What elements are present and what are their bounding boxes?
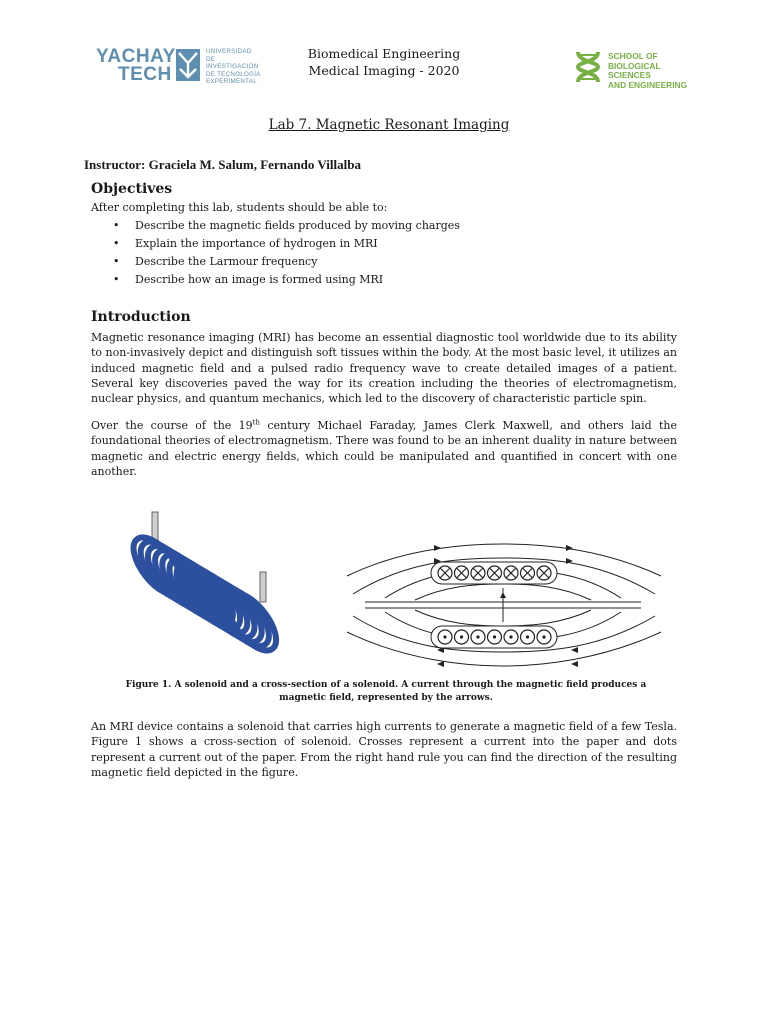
list-item: • Explain the importance of hydrogen in MRI [113,237,378,250]
paragraph-3: An MRI device contains a solenoid that carries high currents to generate a magnetic field of a few Tesla. Figure 1 shows a cross-section of solenoid. Crosses represent a current into the paper and dots represent a current out of the paper. From the right hand rule you can find the direction of the resulting magnetic field depicted in the figure. [91,720,677,779]
dot-mark-center [443,635,446,638]
university-subtitle: UNIVERSIDAD DE INVESTIGACIÓN DE TECNOLOGÍA EXPERIMENTAL [206,48,261,85]
course-name: Biomedical Engineering [307,46,461,61]
dot-mark-center [526,635,529,638]
list-item: • Describe how an image is formed using MRI [113,273,384,286]
dot-mark-center [476,635,479,638]
introduction-heading: Introduction [91,309,191,325]
school-line2: BIOLOGICAL SCIENCES [608,60,661,80]
dot-mark-center [493,635,496,638]
objectives-intro: After completing this lab, students should be able to: [91,201,388,214]
objectives-list [91,217,460,289]
field-lines-diagram [345,540,663,670]
school-logo [574,48,704,90]
figure-caption: Figure 1. A solenoid and a cross-section of a solenoid. A current through the magnetic field produces a magnetic field, represented by the arrows. [125,680,647,703]
intro-paragraph-1: Magnetic resonance imaging (MRI) has become an essential diagnostic tool worldwide due to its ability to non-invasively depict and distinguish soft tissues within the body. At the most basic level, it utilizes an induced magnetic field and a pulsed radio frequency wave to create detailed images of a patient. Several key discoveries paved the way for its creation including the theories of electromagnetism, nuclear physics, and quantum mechanics, which led to the discovery of characteristic particle spin. [91,331,677,406]
logo-line2: TECH [118,64,172,85]
intro-paragraph-2: Over the course of the 19th century Michael Faraday, James Clerk Maxwell, and others laid the foundational theories of electromagnetism. There was found to be an inherent duality in nature between magnetic and electric energy fields, which could be manipulated and quantified in concert with one another. [91,418,678,478]
school-line1: SCHOOL OF [608,51,658,61]
dot-mark-center [542,635,545,638]
list-item: • Describe the Larmour frequency [113,255,318,268]
solenoid-illustration [128,508,288,670]
dot-mark-center [460,635,463,638]
school-line3: AND ENGINEERING [608,79,688,90]
objectives-heading: Objectives [91,181,173,197]
course-year: Medical Imaging - 2020 [308,63,460,78]
dna-icon [574,50,602,84]
instructor-line: Instructor: Graciela M. Salum, Fernando Villalba [84,157,361,172]
lab-title: Lab 7. Magnetic Resonant Imaging [268,117,510,133]
logo-line1: YACHAY [96,46,176,67]
list-item: • Describe the magnetic fields produced by moving charges [113,219,460,232]
dot-mark-center [509,635,512,638]
